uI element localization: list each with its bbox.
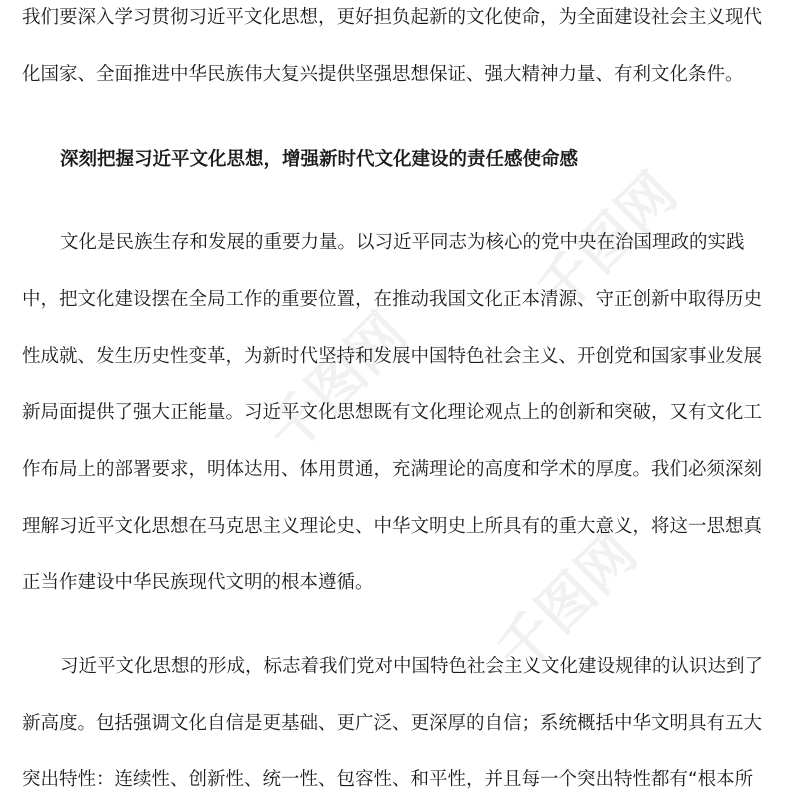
section-heading: 深刻把握习近平文化思想，增强新时代文化建设的责任感使命感	[60, 149, 579, 170]
watermark-logo: 千图网	[254, 300, 420, 466]
paragraph-line: 习近平文化思想的形成，标志着我们党对中国特色社会主义文化建设规律的认识达到了	[60, 656, 764, 677]
paragraph-line: 性成就、发生历史性变革，为新时代坚持和发展中国特色社会主义、开创党和国家事业发展	[22, 346, 763, 367]
paragraph-line: 新高度。包括强调文化自信是更基础、更广泛、更深厚的自信；系统概括中华文明具有五大	[22, 713, 763, 734]
watermark-logo: 千图网	[484, 520, 650, 686]
watermark-logo: 千图网	[524, 160, 690, 326]
paragraph-line: 理解习近平文化思想在马克思主义理论史、中华文明史上所具有的重大意义，将这一思想真	[22, 516, 763, 537]
paragraph-line: 作布局上的部署要求，明体达用、体用贯通，充满理论的高度和学术的厚度。我们必须深刻	[22, 459, 763, 480]
paragraph-line: 我们要深入学习贯彻习近平文化思想，更好担负起新的文化使命，为全面建设社会主义现代	[22, 7, 763, 28]
paragraph-line: 正当作建设中华民族现代文明的根本遵循。	[22, 572, 374, 593]
paragraph-line: 中，把文化建设摆在全局工作的重要位置，在推动我国文化正本清源、守正创新中取得历史	[22, 289, 763, 310]
paragraph-line: 文化是民族生存和发展的重要力量。以习近平同志为核心的党中央在治国理政的实践	[60, 232, 745, 253]
paragraph-line: 化国家、全面推进中华民族伟大复兴提供坚强思想保证、强大精神力量、有利文化条件。	[22, 64, 744, 85]
paragraph-line: 突出特性：连续性、创新性、统一性、包容性、和平性，并且每一个突出特性都有“根本所	[22, 769, 754, 790]
paragraph-line: 新局面提供了强大正能量。习近平文化思想既有文化理论观点上的创新和突破，又有文化工	[22, 402, 763, 423]
